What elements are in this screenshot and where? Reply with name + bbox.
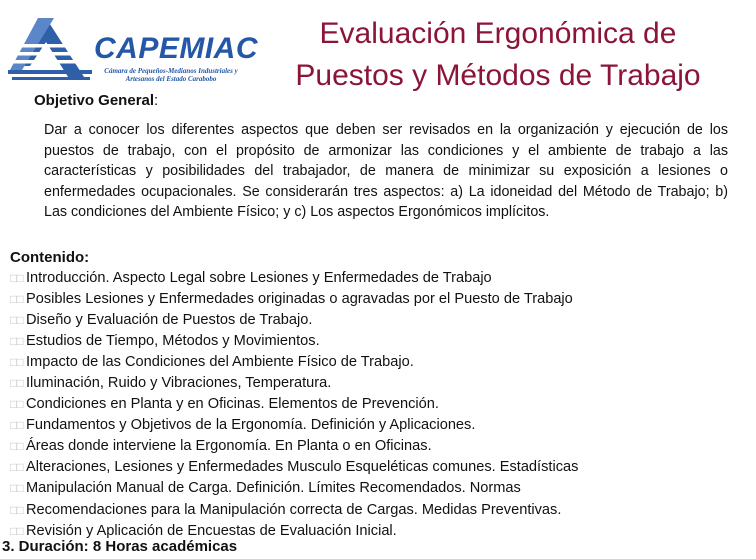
logo-subtitle: Cámara de Pequeños-Medianos Industriales y Artesanos del Estado Carabobo <box>104 67 238 83</box>
page-title <box>258 13 738 97</box>
list-item-text: Estudios de Tiempo, Métodos y Movimientos. <box>26 333 320 350</box>
list-item <box>10 394 578 415</box>
content-heading: Contenido: <box>10 249 90 266</box>
bullet-icon: □□ <box>10 397 23 412</box>
bullet-icon: □□ <box>10 418 23 433</box>
list-item <box>10 436 578 457</box>
list-item-text: Áreas donde interviene la Ergonomía. En Planta o en Oficinas. <box>26 438 432 455</box>
objective-heading: Objetivo General: <box>34 92 159 109</box>
list-item <box>10 289 578 310</box>
bullet-icon: □□ <box>10 334 23 349</box>
list-item <box>10 373 578 394</box>
bullet-icon: □□ <box>10 460 23 475</box>
list-item <box>10 478 578 499</box>
list-item-text: Iluminación, Ruido y Vibraciones, Temperatura. <box>26 375 332 392</box>
bullet-icon: □□ <box>10 439 23 454</box>
content-list <box>10 268 578 542</box>
bullet-icon: □□ <box>10 292 23 307</box>
objective-text: Dar a conocer los diferentes aspectos que deben ser revisados en la organización y ejecución de los puestos de trabajo, con el propósito de armonizar las condiciones y el ambiente de trabajo a las características y posibilidades del trabajador, de manera de minimizar su exposición a lesiones o enfermedades ocupacionales. Se considerarán tres aspectos: a) La idoneidad del Método de Trabajo; b) Las condiciones del Ambiente Físico; y c) Los aspectos Ergonómicos implícitos. <box>44 122 728 221</box>
list-item-text: Impacto de las Condiciones del Ambiente Físico de Trabajo. <box>26 354 414 371</box>
list-item-text: Recomendaciones para la Manipulación correcta de Cargas. Medidas Preventivas. <box>26 501 562 518</box>
bullet-icon: □□ <box>10 355 23 370</box>
title-line-1: Evaluación Ergonómica de <box>319 17 677 50</box>
bullet-icon: □□ <box>10 376 23 391</box>
list-item <box>10 415 578 436</box>
duration: 3. Duración: 8 Horas académicas <box>2 538 238 555</box>
title-line-2: Puestos y Métodos de Trabajo <box>295 59 701 92</box>
objective-heading-text: Objetivo General <box>34 92 155 109</box>
bullet-icon: □□ <box>10 271 23 285</box>
list-item-text: Posibles Lesiones y Enfermedades originadas o agravadas por el Puesto de Trabajo <box>26 291 573 308</box>
list-item-text: Fundamentos y Objetivos de la Ergonomía. Definición y Aplicaciones. <box>26 417 476 434</box>
capemiac-logo <box>8 14 259 86</box>
list-item <box>10 457 578 478</box>
bullet-icon: □□ <box>10 313 23 328</box>
bullet-icon: □□ <box>10 481 23 496</box>
list-item <box>10 352 578 373</box>
list-item-text: Diseño y Evaluación de Puestos de Trabajo. <box>26 312 313 329</box>
list-item <box>10 500 578 521</box>
list-item-text: Introducción. Aspecto Legal sobre Lesiones y Enfermedades de Trabajo <box>26 270 492 286</box>
list-item <box>10 331 578 352</box>
bullet-icon: □□ <box>10 502 23 517</box>
list-item-text: Condiciones en Planta y en Oficinas. Elementos de Prevención. <box>26 396 439 413</box>
bullet-icon: □□ <box>10 523 23 538</box>
list-item-text: Revisión y Aplicación de Encuestas de Evaluación Inicial. <box>26 522 397 539</box>
list-item-text: Manipulación Manual de Carga. Definición. Límites Recomendados. Normas <box>26 480 521 497</box>
list-item <box>10 310 578 331</box>
logo-name: CAPEMIAC <box>94 32 259 65</box>
list-item <box>10 268 578 289</box>
list-item-text: Alteraciones, Lesiones y Enfermedades Musculo Esqueléticas comunes. Estadísticas <box>26 459 579 476</box>
logo-emblem-icon <box>8 14 94 86</box>
